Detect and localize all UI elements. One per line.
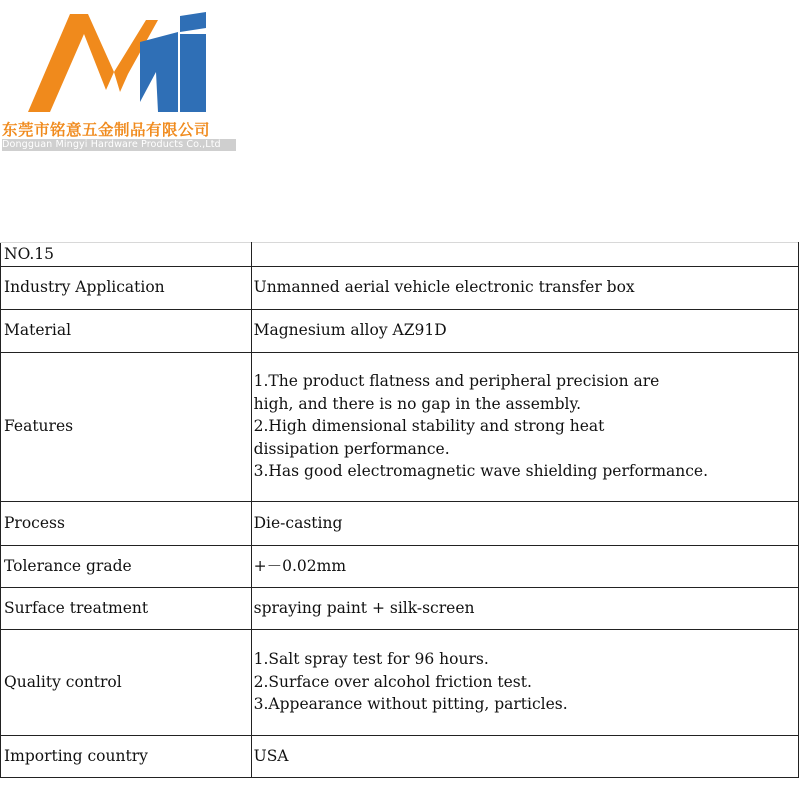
row-value-material	[251, 309, 798, 352]
feature-line: 2.High dimensional stability and strong heat	[253, 417, 605, 436]
value-line: Unmanned aerial vehicle electronic transfer box	[253, 278, 635, 297]
company-name-chinese: 东莞市铭意五金制品有限公司	[2, 121, 211, 139]
table-row	[1, 309, 799, 352]
table-row	[1, 545, 799, 587]
table-header-number: NO.15	[1, 243, 252, 267]
value-line: USA	[253, 746, 289, 765]
row-value-process	[251, 501, 798, 545]
table-row	[1, 266, 799, 309]
value-line: Magnesium alloy AZ91D	[253, 321, 447, 340]
row-label-material: Material	[1, 309, 252, 352]
table-header-value	[251, 243, 798, 267]
table-row	[1, 501, 799, 545]
value-line: 3.Appearance without pitting, particles.	[253, 695, 568, 714]
feature-line: 1.The product flatness and peripheral precision are	[253, 372, 660, 391]
feature-line: high, and there is no gap in the assembly.	[253, 394, 582, 413]
row-label-process: Process	[1, 501, 252, 545]
row-value-importing-country	[251, 735, 798, 777]
table-row	[1, 735, 799, 777]
table-row-header	[1, 243, 799, 267]
row-value-industry-application	[251, 266, 798, 309]
row-value-surface-treatment	[251, 587, 798, 629]
table-row	[1, 352, 799, 501]
value-line: 1.Salt spray test for 96 hours.	[253, 650, 489, 669]
row-label-surface-treatment: Surface treatment	[1, 587, 252, 629]
value-line: 2.Surface over alcohol friction test.	[253, 672, 532, 691]
row-label-importing-country: Importing country	[1, 735, 252, 777]
row-value-quality-control	[251, 629, 798, 735]
feature-line: dissipation performance.	[253, 439, 450, 458]
table-row	[1, 587, 799, 629]
company-logo	[0, 12, 240, 150]
table-row	[1, 629, 799, 735]
row-label-quality-control: Quality control	[1, 629, 252, 735]
row-value-features	[251, 352, 798, 501]
mingyi-logo-icon	[28, 12, 218, 112]
row-value-tolerance-grade	[251, 545, 798, 587]
feature-line: 3.Has good electromagnetic wave shielding performance.	[253, 462, 709, 481]
value-line: Die-casting	[253, 513, 343, 532]
row-label-tolerance-grade: Tolerance grade	[1, 545, 252, 587]
row-label-features: Features	[1, 352, 252, 501]
company-name-english: Dongguan Mingyi Hardware Products Co.,Ltd	[2, 139, 236, 151]
value-line: +－0.02mm	[253, 556, 347, 575]
product-spec-table	[0, 242, 799, 778]
value-line: spraying paint + silk-screen	[253, 598, 475, 617]
row-label-industry-application: Industry Application	[1, 266, 252, 309]
